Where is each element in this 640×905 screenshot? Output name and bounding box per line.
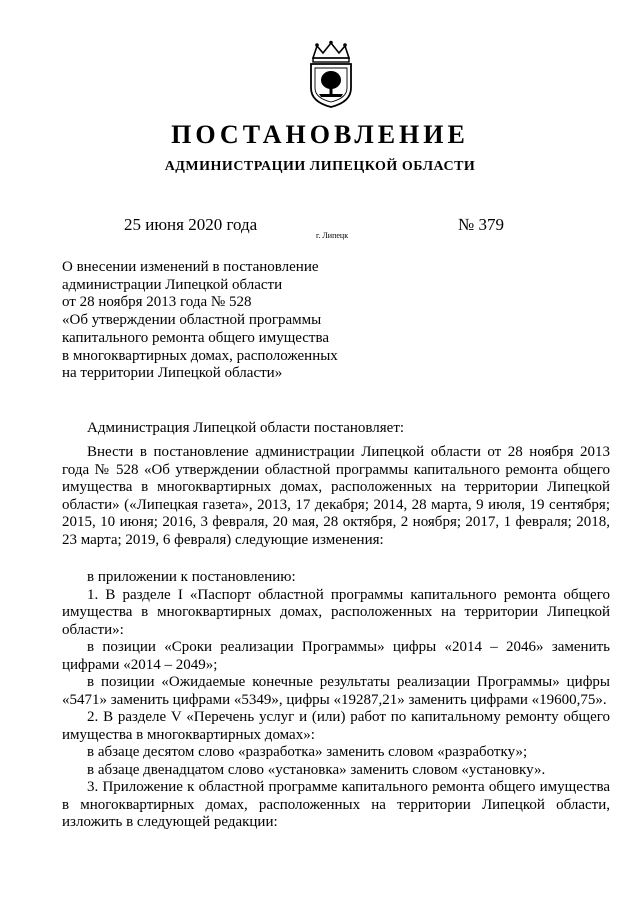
issuing-authority: АДМИНИСТРАЦИИ ЛИПЕЦКОЙ ОБЛАСТИ [164, 159, 476, 174]
changes-section [62, 569, 610, 832]
body-paragraph: в абзаце двенадцатом слово «установка» заменить словом «установку». [87, 761, 546, 778]
body-paragraph: в позиции «Сроки реализации Программы» цифры «2014 – 2046» заменить цифрами «2014 – 2049»; [62, 639, 610, 673]
body-paragraph: 3. Приложение к областной программе капитального ремонта общего имущества в многоквартирных домах, расположенных на территории Липецкой области, изложить в следующей редакции: [62, 779, 610, 830]
preamble [62, 420, 610, 438]
document-date: 25 июня 2020 года [124, 215, 258, 234]
subject-line: капитального ремонта общего имущества [62, 329, 330, 346]
body-paragraph: в позиции «Ожидаемые конечные результаты реализации Программы» цифры «5471» заменить цифрами «5349», цифры «19287,21» заменить цифрами «19600,75». [62, 674, 610, 708]
body-paragraph: 2. В разделе V «Перечень услуг и (или) работ по капитальному ремонту общего имущества в многоквартирных домах»: [62, 709, 610, 743]
intro-section [62, 444, 610, 549]
coat-of-arms-icon [305, 40, 357, 108]
subject-line: О внесении изменений в постановление [62, 259, 319, 275]
subject-line: администрации Липецкой области [62, 276, 283, 293]
document-subject [62, 259, 362, 383]
preamble-text: Администрация Липецкой области постановляет: [87, 420, 405, 436]
subject-line: от 28 ноября 2013 года № 528 [62, 294, 252, 311]
subject-line: «Об утверждении областной программы [62, 312, 322, 329]
subject-line: в многоквартирных домах, расположенных [62, 347, 338, 364]
subject-line: на территории Липецкой области» [62, 365, 283, 382]
document-city: г. Липецк [316, 231, 349, 240]
document-number: № 379 [458, 215, 504, 234]
body-paragraph: в приложении к постановлению: [87, 569, 296, 585]
document-title: ПОСТАНОВЛЕНИЕ [171, 120, 469, 149]
body-paragraph: в абзаце десятом слово «разработка» заменить словом «разработку»; [87, 744, 528, 760]
intro-paragraph: Внести в постановление администрации Липецкой области от 28 ноября 2013 года № 528 «Об утверждении областной программы капитального ремонта общего имущества в многоквартирных домах, расположенных на территории Липецкой области» («Липецкая газета», 2013, 17 декабря; 2014, 28 марта, 9 июля, 19 сентября; 2015, 10 июня; 2016, 3 февраля, 20 мая, 28 октября, 2 ноября; 2017, 1 февраля; 2018, 23 марта; 2019, 6 февраля) следующие изменения: [62, 444, 610, 548]
body-paragraph: 1. В разделе I «Паспорт областной программы капитального ремонта общего имущества в многоквартирных домах, расположенных на территории Липецкой области»: [62, 586, 610, 638]
